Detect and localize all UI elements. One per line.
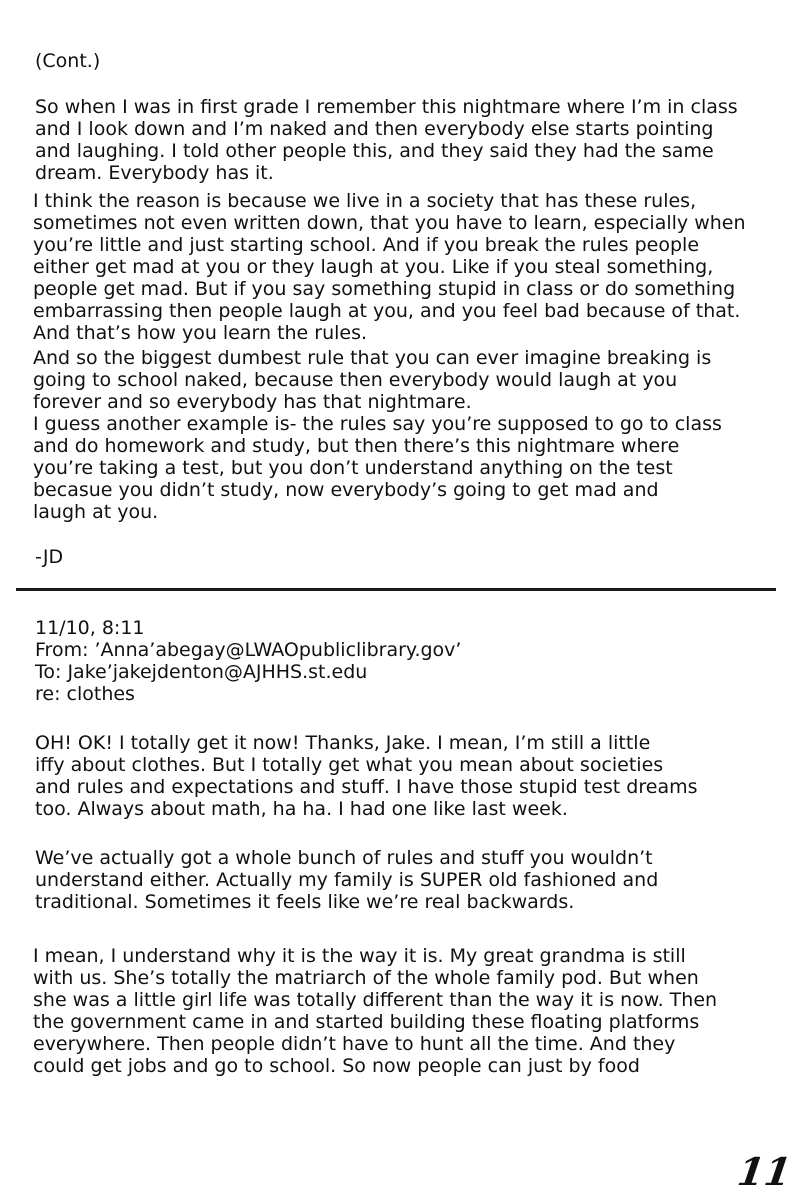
section-divider: [16, 588, 776, 591]
email-paragraph-2: [35, 847, 795, 913]
letter-paragraph-4: [33, 413, 793, 523]
text-line: and do homework and study, but then there’s this nightmare where: [33, 435, 680, 457]
text-line: I guess another example is- the rules say you’re supposed to go to class: [33, 413, 722, 435]
email-timestamp: 11/10, 8:11: [35, 617, 145, 639]
text-line: could get jobs and go to school. So now people can just by food: [33, 1055, 640, 1077]
email-paragraph-1: [35, 732, 795, 820]
text-line: understand either. Actually my family is SUPER old fashioned and: [35, 869, 659, 891]
text-line: and I look down and I’m naked and then everybody else starts pointing: [35, 118, 714, 140]
text-line: people get mad. But if you say something stupid in class or do something: [33, 278, 736, 300]
page-number: 11: [734, 1149, 795, 1194]
text-line: iffy about clothes. But I totally get what you mean about societies: [35, 754, 664, 776]
text-line: the government came in and started building these floating platforms: [33, 1011, 700, 1033]
text-line: I mean, I understand why it is the way it is. My great grandma is still: [33, 945, 686, 967]
text-line: So when I was in first grade I remember this nightmare where I’m in class: [35, 96, 738, 118]
text-line: you’re taking a test, but you don’t understand anything on the test: [33, 457, 673, 479]
text-line: OH! OK! I totally get it now! Thanks, Jake. I mean, I’m still a little: [35, 732, 651, 754]
text-line: with us. She’s totally the matriarch of the whole family pod. But when: [33, 967, 699, 989]
email-paragraph-3: [33, 945, 793, 1077]
text-line: either get mad at you or they laugh at you. Like if you steal something,: [33, 256, 714, 278]
continued-label: (Cont.): [35, 50, 101, 72]
text-line: laugh at you.: [33, 501, 159, 523]
email-subject: re: clothes: [35, 683, 135, 705]
text-line: dream. Everybody has it.: [35, 162, 274, 184]
email-to: To: Jake’jakejdenton@AJHHS.st.edu: [35, 661, 368, 683]
letter-paragraph-3: [33, 347, 793, 413]
text-line: everywhere. Then people didn’t have to hunt all the time. And they: [33, 1033, 676, 1055]
text-line: I think the reason is because we live in a society that has these rules,: [33, 190, 697, 212]
email-from: From: ’Anna’abegay@LWAOpubliclibrary.gov’: [35, 639, 462, 661]
text-line: traditional. Sometimes it feels like we’re real backwards.: [35, 891, 575, 913]
email-header: [35, 617, 795, 705]
letter-paragraph-2: [33, 190, 793, 344]
text-line: We’ve actually got a whole bunch of rules and stuff you wouldn’t: [35, 847, 653, 869]
text-line: And so the biggest dumbest rule that you can ever imagine breaking is: [33, 347, 712, 369]
text-line: becasue you didn’t study, now everybody’s going to get mad and: [33, 479, 659, 501]
text-line: and rules and expectations and stuff. I have those stupid test dreams: [35, 776, 698, 798]
text-line: you’re little and just starting school. And if you break the rules people: [33, 234, 700, 256]
text-line: too. Always about math, ha ha. I had one like last week.: [35, 798, 568, 820]
text-line: And that’s how you learn the rules.: [33, 322, 368, 344]
text-line: going to school naked, because then everybody would laugh at you: [33, 369, 678, 391]
text-line: and laughing. I told other people this, and they said they had the same: [35, 140, 714, 162]
text-line: forever and so everybody has that nightmare.: [33, 391, 472, 413]
text-line: she was a little girl life was totally different than the way it is now. Then: [33, 989, 718, 1011]
letter-paragraph-1: [35, 96, 795, 184]
letter-signature: -JD: [35, 546, 64, 568]
text-line: sometimes not even written down, that you have to learn, especially when: [33, 212, 746, 234]
text-line: embarrassing then people laugh at you, and you feel bad because of that.: [33, 300, 741, 322]
